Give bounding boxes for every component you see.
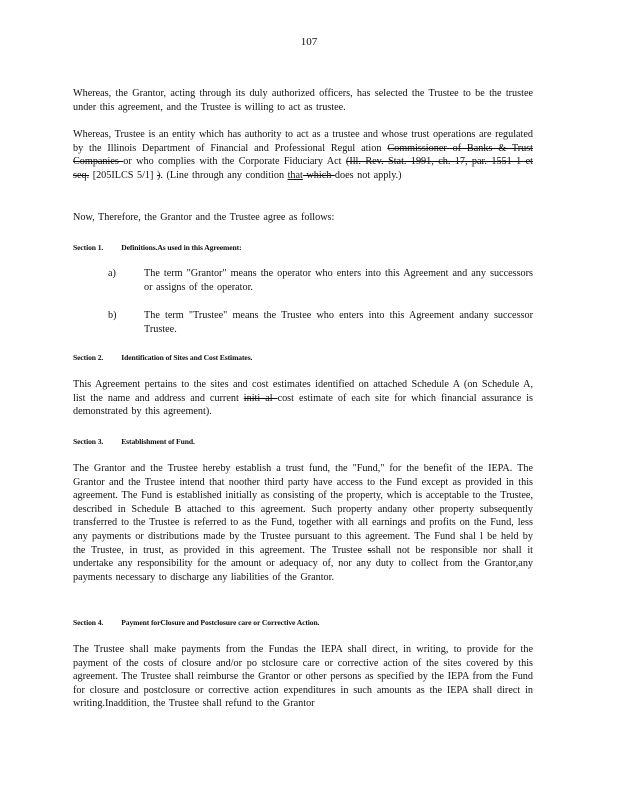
section-2-heading bbox=[73, 353, 533, 362]
item-a-text: The term "Grantor" means the operator who enters into this Agreement and any successors or assigns of the operator. bbox=[144, 268, 533, 293]
item-b-text: The term "Trustee" means the Trustee who enters into this Agreement andany successor Trustee. bbox=[144, 310, 533, 335]
whereas-trustee-paragraph bbox=[73, 128, 533, 182]
para2-strike-2: (Ill. Rev. Stat. 1991, ch. 17, par. 1551 1 et seq. bbox=[73, 156, 534, 181]
para2-strike-1: Commissioner of Banks & Trust Companies bbox=[73, 142, 533, 168]
para2-text-b: or who complies with the Corporate Fiduciary Act bbox=[123, 156, 346, 168]
section-4-number: Section 4. bbox=[73, 618, 104, 627]
sites-paragraph bbox=[73, 378, 533, 419]
para2-strike-4: which bbox=[302, 169, 335, 181]
para4-text-b: cost estimate of each site for which financial assurance is demonstrated by this agreement). bbox=[73, 392, 534, 418]
section-2-number: Section 2. bbox=[73, 353, 104, 362]
section-1-title: Definitions.As used in this Agreement: bbox=[121, 243, 242, 252]
whereas-grantor-paragraph: Whereas, the Grantor, acting through its duly authorized officers, has selected the Trustee to be the trustee under this agreement, and the Trustee is willing to act as trustee. bbox=[73, 88, 533, 113]
section-1-heading bbox=[73, 243, 533, 252]
para5-text-b: shall not be responsible nor shall it undertake any responsibility for the amount or adequacy of, nor any duty to collect from the Grantor,any payments necessary to discharge any liabilities of the Grantor. bbox=[73, 544, 533, 583]
section-2-title: Identification of Sites and Cost Estimates. bbox=[121, 353, 253, 362]
section-4-heading bbox=[73, 618, 533, 627]
section-4-title: Payment forClosure and Postclosure care or Corrective Action. bbox=[121, 618, 320, 627]
para2-text-e: does not apply.) bbox=[334, 169, 402, 181]
section-1-number: Section 1. bbox=[73, 243, 104, 252]
section-3-title: Establishment of Fund. bbox=[121, 437, 195, 446]
para5-strike: s bbox=[367, 544, 372, 556]
para5-text-a: The Grantor and the Trustee hereby establish a trust fund, the "Fund," for the benefit of the IEPA. The Grantor and the Trustee intend that noother third party have access to the Fund except as provided in this agreement. The Fund is established initially as consisting of the property, which is acceptable to the Trustee, described in Schedule B attached to this agreement. Such property andany other property subsequently transferred to the Trustee is referred to as the Fund, together with all earnings and profits on the Fund, less any payments or distributions made by the Trustee pursuant to this agreement. The Fund shal l be held by the Trustee, in trust, as provided in this agreement. The Trustee bbox=[73, 463, 533, 556]
para2-text-a: Whereas, Trustee is an entity which has authority to act as a trustee and whose trust operations are regulated by the Illinois Department of Financial and Professional Regul ation bbox=[73, 129, 533, 154]
para2-inserted: that bbox=[287, 169, 303, 181]
now-therefore-paragraph: Now, Therefore, the Grantor and the Trustee agree as follows: bbox=[73, 212, 335, 223]
para4-strike: initi al bbox=[243, 392, 278, 404]
page-number: 107 bbox=[300, 36, 318, 48]
section-3-number: Section 3. bbox=[73, 437, 104, 446]
para4-text-a: This Agreement pertains to the sites and cost estimates identified on attached Schedule A (on Schedule A, list the name and address and current bbox=[73, 379, 533, 404]
section-3-heading bbox=[73, 437, 533, 446]
para2-strike-3: ) bbox=[156, 169, 161, 181]
establishment-paragraph bbox=[73, 462, 533, 584]
para2-text-d: . (Line through any condition bbox=[160, 169, 288, 181]
payment-paragraph: The Trustee shall make payments from the Fundas the IEPA shall direct, in writing, to provide for the payment of the costs of closure and/or po stclosure care or corrective action of the sites covered by this agreement. The Trustee shall reimburse the Grantor or other persons as specified by the IEPA from the Fund for closure and postclosure or corrective action expenditures in such amounts as the IEPA shall direct in writing.Inaddition, the Trustee shall refund to the Grantor bbox=[73, 644, 533, 710]
item-a-label: a) bbox=[108, 268, 116, 279]
para2-text-c: [205ILCS 5/1] bbox=[89, 169, 157, 181]
item-b-label: b) bbox=[108, 310, 117, 321]
